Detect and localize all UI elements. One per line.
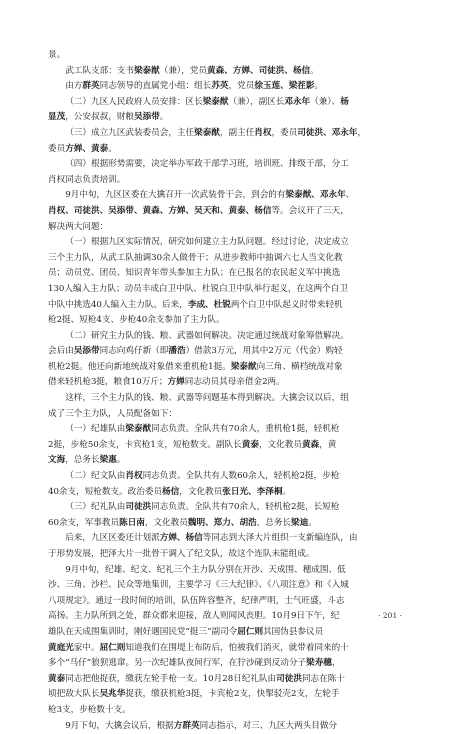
text-line: [48, 157, 402, 173]
text-run: 同志负责。全队共有70余人，轻机枪2挺，长短枪: [151, 502, 340, 513]
text-run: 。: [314, 81, 324, 92]
text-line: [48, 687, 402, 703]
text-run: （二）纪文队由: [65, 471, 126, 482]
body-text: [48, 48, 402, 734]
text-line: [48, 547, 402, 563]
text-line: [48, 64, 402, 80]
name-emphasis: 梁泰猷: [125, 424, 152, 435]
text-line: [48, 719, 402, 734]
text-run: 、: [345, 190, 355, 201]
text-line: [48, 95, 402, 111]
text-run: 9月中旬，九区区委在大擒召开一次武装骨干会，到会的有: [65, 190, 286, 201]
text-run: 后来，九区区委还计划派: [65, 533, 160, 544]
text-run: 。: [116, 455, 126, 466]
text-line: [48, 578, 402, 594]
text-line: [48, 531, 402, 547]
text-run: 家中。: [73, 642, 100, 653]
text-run: 多个“马仔”狼狈逃窜。另一次纪雄队夜间行军，在狞沙碰到反动分子: [48, 658, 307, 669]
text-line: [48, 469, 402, 485]
text-run: ，副主任: [219, 127, 255, 138]
name-emphasis: 杨: [340, 96, 349, 107]
text-run: （一）根据九区实际情况，研究如何建立主力队问题。经过讨论，决定成立: [65, 237, 349, 248]
text-run: ，总务长: [65, 455, 100, 466]
text-line: [48, 672, 402, 688]
text-line: [48, 360, 402, 376]
name-emphasis: 梁泰猷: [230, 361, 257, 372]
name-emphasis: 方婵、黄泰: [65, 143, 109, 154]
text-run: 同志负责。全队共有人数60余人，轻机枪2挺，步枪: [142, 471, 340, 482]
text-line: [48, 298, 402, 314]
text-run: 60余支，军事教员: [48, 517, 120, 528]
text-run: 由方: [65, 81, 83, 92]
text-run: 同志在陈十: [301, 673, 345, 684]
name-emphasis: 显茂: [48, 112, 66, 123]
text-line: [48, 344, 402, 360]
text-run: ，党员: [228, 81, 255, 92]
text-run: ，财粮: [108, 112, 134, 123]
text-line: [48, 110, 402, 126]
name-emphasis: 吴兆华: [99, 689, 126, 700]
text-line: [48, 313, 402, 329]
text-run: 同志把他捉获，缴获左轮手枪一支。10月28日纪礼队由: [65, 673, 277, 684]
text-run: 捉获，缴获机枪3挺，卡宾枪2支，快掣驳壳2支，左轮手: [125, 689, 340, 700]
text-run: （三）成立九区武装委员会，主任: [65, 127, 195, 138]
text-run: 枪3支，步枪数十支。: [48, 704, 131, 715]
text-line: [48, 485, 402, 501]
name-emphasis: 肖权: [254, 127, 272, 138]
text-run: 枪2挺、短枪4支、步枪40余支参加了主力队。: [48, 315, 225, 326]
text-run: ，公安: [65, 112, 91, 123]
text-line: [48, 266, 402, 282]
text-line: [48, 235, 402, 251]
name-emphasis: 吴添带: [73, 346, 100, 357]
text-run: 中队中挑选40人编入主力队。后来，: [48, 299, 188, 310]
text-run: （一）纪雄队由: [65, 424, 126, 435]
text-run: ，委员: [271, 127, 298, 138]
text-run: 武工队支部：支书: [65, 65, 134, 76]
text-run: 八项规定》。通过一段时间的培训，队伍阵容整齐，纪律严明，士气旺盛，斗志: [48, 595, 345, 606]
text-run: ，文化教员: [179, 486, 223, 497]
name-emphasis: 梁泰猷、邓永年: [285, 190, 346, 201]
text-run: 知道我们在围堤上布防后，怕被我们消灭，就带着同来的十: [125, 642, 349, 653]
name-emphasis: 苏英: [211, 81, 229, 92]
text-run: 成了三个主力队，人员配备如下：: [48, 408, 177, 419]
text-line: [48, 594, 402, 610]
name-emphasis: 梁泰猷: [202, 96, 229, 107]
text-line: [48, 641, 402, 657]
text-run: 同志向鸡仔新（即: [99, 346, 169, 357]
text-run: 肖权同志负责培训。: [48, 174, 126, 185]
name-emphasis: 方婵、杨信: [159, 533, 203, 544]
text-run: 借来轻机枪3挺，粮食10万斤；: [48, 377, 168, 388]
name-emphasis: 梁惠: [99, 455, 117, 466]
name-emphasis: 陈日南: [119, 517, 145, 528]
name-emphasis: 群英: [82, 81, 100, 92]
text-line: [48, 625, 402, 641]
name-emphasis: 司徒洪: [276, 673, 302, 684]
text-run: ，文化教员: [144, 517, 188, 528]
text-line: [48, 500, 402, 516]
text-run: 于形势发展，把泽大片一批骨干调入了纪文队，故这个连队未能组成。: [48, 549, 315, 559]
text-run: 2挺，步枪50余支，卡宾枪1支，短枪数支。副队长: [48, 439, 242, 450]
text-run: 高扬。主力队所到之处，群众都来迎接，敌人则闻风丧胆。10月9日下午，纪: [48, 611, 340, 622]
name-emphasis: 黄森: [301, 439, 320, 450]
name-emphasis: 黄泰: [48, 673, 66, 684]
text-run: 两个白卫中队起义时带来轻机: [230, 299, 343, 310]
text-line: [48, 48, 402, 64]
name-emphasis: 黄森、方婵、司徒洪、杨信: [207, 65, 311, 76]
text-line: [48, 142, 402, 158]
text-run: （兼），党员: [159, 65, 208, 76]
name-emphasis: 司徒洪: [125, 502, 152, 513]
name-emphasis: 肖权、司徒洪、吴添带、黄森、方婵、吴天和、黄泰、杨信: [48, 205, 272, 216]
text-run: 同志动员其母亲借金2两。: [184, 377, 285, 388]
name-emphasis: 梁泰猷: [194, 127, 220, 138]
text-run: 等同志到大泽大片组织一支新编连队，由: [202, 533, 358, 544]
name-emphasis: 梁迪: [291, 517, 309, 528]
name-emphasis: 方婵: [167, 377, 185, 388]
text-run: 同志指示，对三、九区大两头目做分: [199, 720, 338, 731]
text-run: 委员: [48, 143, 66, 154]
text-line: [48, 516, 402, 532]
name-emphasis: 文海: [48, 455, 66, 466]
page-number: · 201 ·: [378, 611, 402, 621]
text-run: 。: [310, 65, 319, 76]
text-line: [48, 438, 402, 454]
text-run: 130人编入主力队；动员丰成白卫中队、杜锐白卫中队举行起义，在这两个白卫: [48, 283, 348, 294]
text-run: 顷把敌大队长: [48, 689, 100, 700]
text-line: [48, 563, 402, 579]
text-run: 解决两大问题：: [48, 221, 109, 232]
text-line: [48, 188, 402, 204]
text-run: 。: [159, 112, 169, 123]
text-run: 三个主力队，从武工队抽调30余人做骨干；从进步教师中抽调六七人当文化教: [48, 252, 343, 263]
text-line: [48, 422, 402, 438]
text-run: （三）纪礼队由: [65, 502, 126, 513]
text-run: ，文化教员: [258, 439, 302, 450]
text-run: ，: [331, 658, 341, 669]
text-line: [48, 126, 402, 142]
text-run: 其国伪县参议员: [263, 626, 324, 637]
text-line: [48, 79, 402, 95]
name-emphasis: 梁寿穗: [306, 658, 332, 669]
text-line: [48, 282, 402, 298]
text-run: ，总务长: [256, 517, 292, 528]
text-run: 叔叔: [91, 112, 109, 123]
text-run: 雄队在天成围集训时，刚好遇国民党“挺三”副司令: [48, 626, 238, 637]
name-emphasis: 黄泰: [241, 439, 259, 450]
text-line: [48, 453, 402, 469]
text-run: 员；动员党、团员、知识青年带头参加主力队；在已报名的农民起义军中挑选: [48, 268, 341, 279]
text-run: 。: [282, 486, 292, 497]
text-run: ，: [357, 127, 367, 138]
text-run: （四）根据形势需要，决定举办军政干部学习班，培训班、排级干部，分工: [65, 159, 349, 170]
name-emphasis: 潘浩: [168, 346, 186, 357]
text-run: ）借款3万元，用其中2万元（代金）购轻: [185, 346, 343, 357]
text-run: 机枪2挺。他还向新地统战对象借来重机枪1挺。: [48, 361, 231, 372]
text-run: 等。会议开了三天，: [271, 205, 349, 216]
text-run: ，黄: [319, 439, 337, 450]
text-run: 9月中旬，纪雄、纪文、纪礼三个主力队分别在开沙、天成围、穗成围、低: [65, 564, 346, 575]
text-run: （兼）、: [310, 96, 341, 107]
text-line: [48, 391, 402, 407]
text-run: 9月下旬，大擒会议后，根据: [65, 720, 174, 731]
name-emphasis: 屈仁则: [99, 642, 126, 653]
text-line: [48, 375, 402, 391]
text-run: 会后由: [48, 346, 74, 357]
name-emphasis: 方群英: [173, 720, 200, 731]
name-emphasis: 徐玉莲、梁茬影: [254, 81, 315, 92]
text-line: [48, 329, 402, 345]
text-run: 景。: [48, 50, 66, 60]
name-emphasis: 屈仁则: [237, 626, 264, 637]
text-run: 同志领导的直属党小组：组长: [99, 81, 212, 92]
text-run: 。: [308, 517, 317, 528]
text-run: 这样，三个主力队的钱、粮、武器等问题基本得到解决。大擒会议以后，组: [65, 393, 349, 404]
name-emphasis: 梁泰猷: [133, 65, 160, 76]
text-run: 向三角、横档统战对象: [256, 361, 343, 372]
name-emphasis: 司徒洪、邓永年: [297, 127, 358, 138]
text-line: [48, 251, 402, 267]
text-run: （二）研究主力队的钱、粮、武器如何解决。决定通过统战对象筹借解决。: [65, 330, 349, 341]
name-emphasis: 魏明、郑力、胡浩: [187, 517, 257, 528]
name-emphasis: 吴添带: [134, 112, 160, 123]
name-emphasis: 黄庭光: [48, 642, 74, 653]
text-run: 同志负责。全队共有70余人，重机枪1挺，轻机枪: [151, 424, 340, 435]
text-line: [48, 220, 402, 236]
text-run: （二）九区人民政府人员安排：区长: [65, 96, 203, 107]
text-run: 40余支，短枪数支。政治委员: [48, 486, 163, 497]
name-emphasis: 邓永年: [284, 96, 311, 107]
name-emphasis: 张日光、李泽桐: [222, 486, 283, 497]
name-emphasis: 李成、杜锐: [187, 299, 231, 310]
text-run: 沙、三角、沙栏、民众等地集训，主要学习《三大纪律》、《八项注意》和《入城: [48, 580, 349, 591]
text-line: [48, 173, 402, 189]
text-run: （兼），副区长: [228, 96, 285, 107]
text-line: [48, 703, 402, 719]
text-line: [48, 609, 402, 625]
text-line: [48, 407, 402, 423]
text-line: [48, 656, 402, 672]
text-line: [48, 204, 402, 220]
text-run: 。: [108, 143, 117, 154]
name-emphasis: 肖权: [125, 471, 143, 482]
name-emphasis: 杨信: [162, 486, 180, 497]
